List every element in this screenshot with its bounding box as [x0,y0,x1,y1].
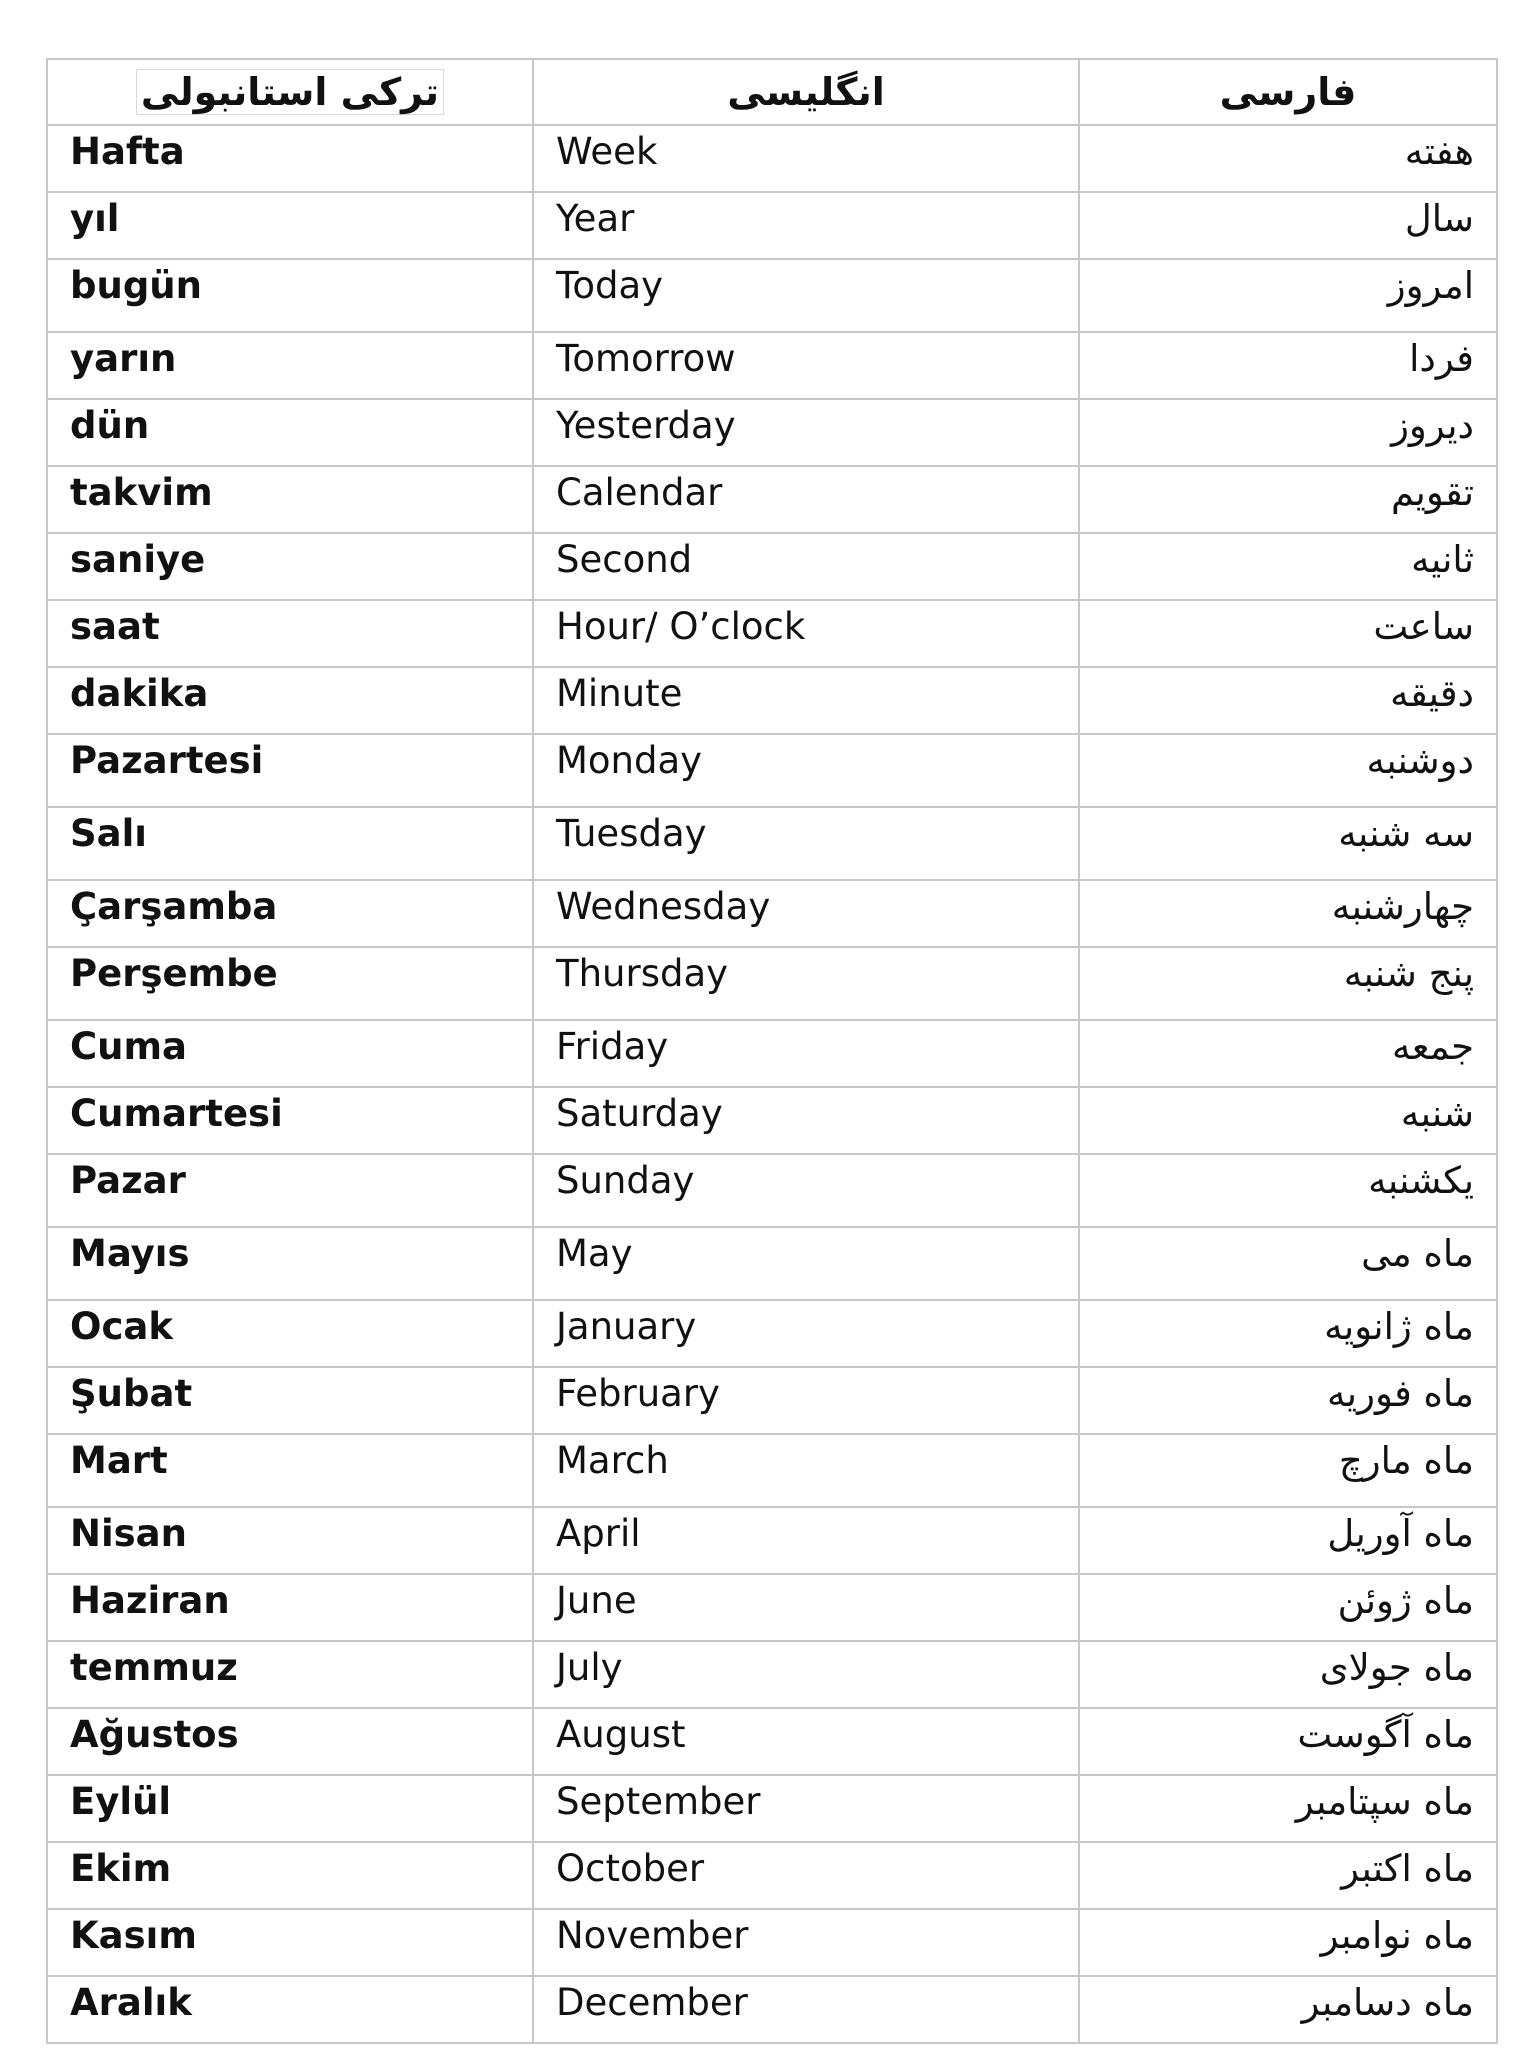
table-row [47,1708,1497,1775]
table-body [47,125,1497,2043]
cell-persian: چهارشنبه [1079,880,1497,947]
cell-persian: ماه جولای [1079,1641,1497,1708]
cell-turkish: Hafta [47,125,533,192]
cell-persian: دوشنبه [1079,734,1497,807]
cell-turkish: saniye [47,533,533,600]
cell-turkish: Eylül [47,1775,533,1842]
header-row [47,59,1497,125]
vocabulary-table [46,58,1498,2044]
table-row [47,1641,1497,1708]
cell-english: Wednesday [533,880,1079,947]
cell-persian: ماه دسامبر [1079,1976,1497,2043]
cell-persian: جمعه [1079,1020,1497,1087]
table-row [47,600,1497,667]
cell-turkish: Pazartesi [47,734,533,807]
cell-persian: ماه آوریل [1079,1507,1497,1574]
cell-english: Friday [533,1020,1079,1087]
cell-english: February [533,1367,1079,1434]
cell-turkish: Mart [47,1434,533,1507]
table-row [47,1909,1497,1976]
table-row [47,1976,1497,2043]
cell-persian: سه شنبه [1079,807,1497,880]
cell-turkish: Ekim [47,1842,533,1909]
cell-english: Today [533,259,1079,332]
cell-english: June [533,1574,1079,1641]
table-row [47,332,1497,399]
table-row [47,259,1497,332]
cell-turkish: Ağustos [47,1708,533,1775]
cell-turkish: bugün [47,259,533,332]
cell-turkish: Çarşamba [47,880,533,947]
cell-english: Calendar [533,466,1079,533]
cell-persian: ماه اکتبر [1079,1842,1497,1909]
cell-english: Hour/ O’clock [533,600,1079,667]
table-row [47,1227,1497,1300]
cell-turkish: yıl [47,192,533,259]
cell-turkish: saat [47,600,533,667]
table-row [47,1842,1497,1909]
cell-turkish: Cumartesi [47,1087,533,1154]
cell-persian: هفته [1079,125,1497,192]
table-row [47,1775,1497,1842]
cell-english: Week [533,125,1079,192]
cell-english: Tuesday [533,807,1079,880]
cell-turkish: Perşembe [47,947,533,1020]
cell-persian: ماه ژانویه [1079,1300,1497,1367]
cell-turkish: takvim [47,466,533,533]
table-row [47,1087,1497,1154]
cell-english: May [533,1227,1079,1300]
header-turkish: ترکی استانبولی [47,59,533,125]
cell-persian: یکشنبه [1079,1154,1497,1227]
cell-english: Monday [533,734,1079,807]
cell-english: Yesterday [533,399,1079,466]
cell-turkish: temmuz [47,1641,533,1708]
cell-english: Second [533,533,1079,600]
cell-persian: فردا [1079,332,1497,399]
table-row [47,1154,1497,1227]
cell-english: July [533,1641,1079,1708]
cell-english: Sunday [533,1154,1079,1227]
cell-turkish: dün [47,399,533,466]
header-persian: فارسی [1079,59,1497,125]
cell-english: October [533,1842,1079,1909]
table-row [47,1020,1497,1087]
cell-english: April [533,1507,1079,1574]
cell-turkish: yarın [47,332,533,399]
table-row [47,192,1497,259]
table-row [47,1300,1497,1367]
cell-persian: ماه آگوست [1079,1708,1497,1775]
cell-turkish: Şubat [47,1367,533,1434]
cell-persian: ساعت [1079,600,1497,667]
cell-english: January [533,1300,1079,1367]
cell-persian: سال [1079,192,1497,259]
cell-english: March [533,1434,1079,1507]
cell-turkish: Aralık [47,1976,533,2043]
cell-turkish: Salı [47,807,533,880]
cell-persian: امروز [1079,259,1497,332]
cell-turkish: Haziran [47,1574,533,1641]
table-row [47,533,1497,600]
cell-english: September [533,1775,1079,1842]
cell-persian: دیروز [1079,399,1497,466]
cell-turkish: Cuma [47,1020,533,1087]
table-row [47,667,1497,734]
cell-english: Tomorrow [533,332,1079,399]
cell-turkish: Pazar [47,1154,533,1227]
cell-turkish: Kasım [47,1909,533,1976]
cell-english: Saturday [533,1087,1079,1154]
cell-turkish: Nisan [47,1507,533,1574]
cell-turkish: dakika [47,667,533,734]
cell-persian: ماه سپتامبر [1079,1775,1497,1842]
table-row [47,466,1497,533]
header-english: انگلیسی [533,59,1079,125]
table-row [47,1434,1497,1507]
cell-english: Minute [533,667,1079,734]
cell-persian: ماه می [1079,1227,1497,1300]
table-row [47,947,1497,1020]
cell-persian: تقویم [1079,466,1497,533]
cell-persian: ماه مارچ [1079,1434,1497,1507]
table-row [47,399,1497,466]
table-row [47,1367,1497,1434]
cell-turkish: Mayıs [47,1227,533,1300]
cell-english: Thursday [533,947,1079,1020]
cell-english: August [533,1708,1079,1775]
cell-turkish: Ocak [47,1300,533,1367]
table-row [47,125,1497,192]
table-row [47,734,1497,807]
table-row [47,807,1497,880]
cell-english: Year [533,192,1079,259]
cell-persian: شنبه [1079,1087,1497,1154]
cell-english: November [533,1909,1079,1976]
table-row [47,1507,1497,1574]
table-row [47,1574,1497,1641]
cell-persian: ماه ژوئن [1079,1574,1497,1641]
cell-persian: ثانیه [1079,533,1497,600]
cell-persian: دقیقه [1079,667,1497,734]
cell-persian: پنج شنبه [1079,947,1497,1020]
cell-persian: ماه نوامبر [1079,1909,1497,1976]
cell-english: December [533,1976,1079,2043]
table-row [47,880,1497,947]
cell-persian: ماه فوریه [1079,1367,1497,1434]
